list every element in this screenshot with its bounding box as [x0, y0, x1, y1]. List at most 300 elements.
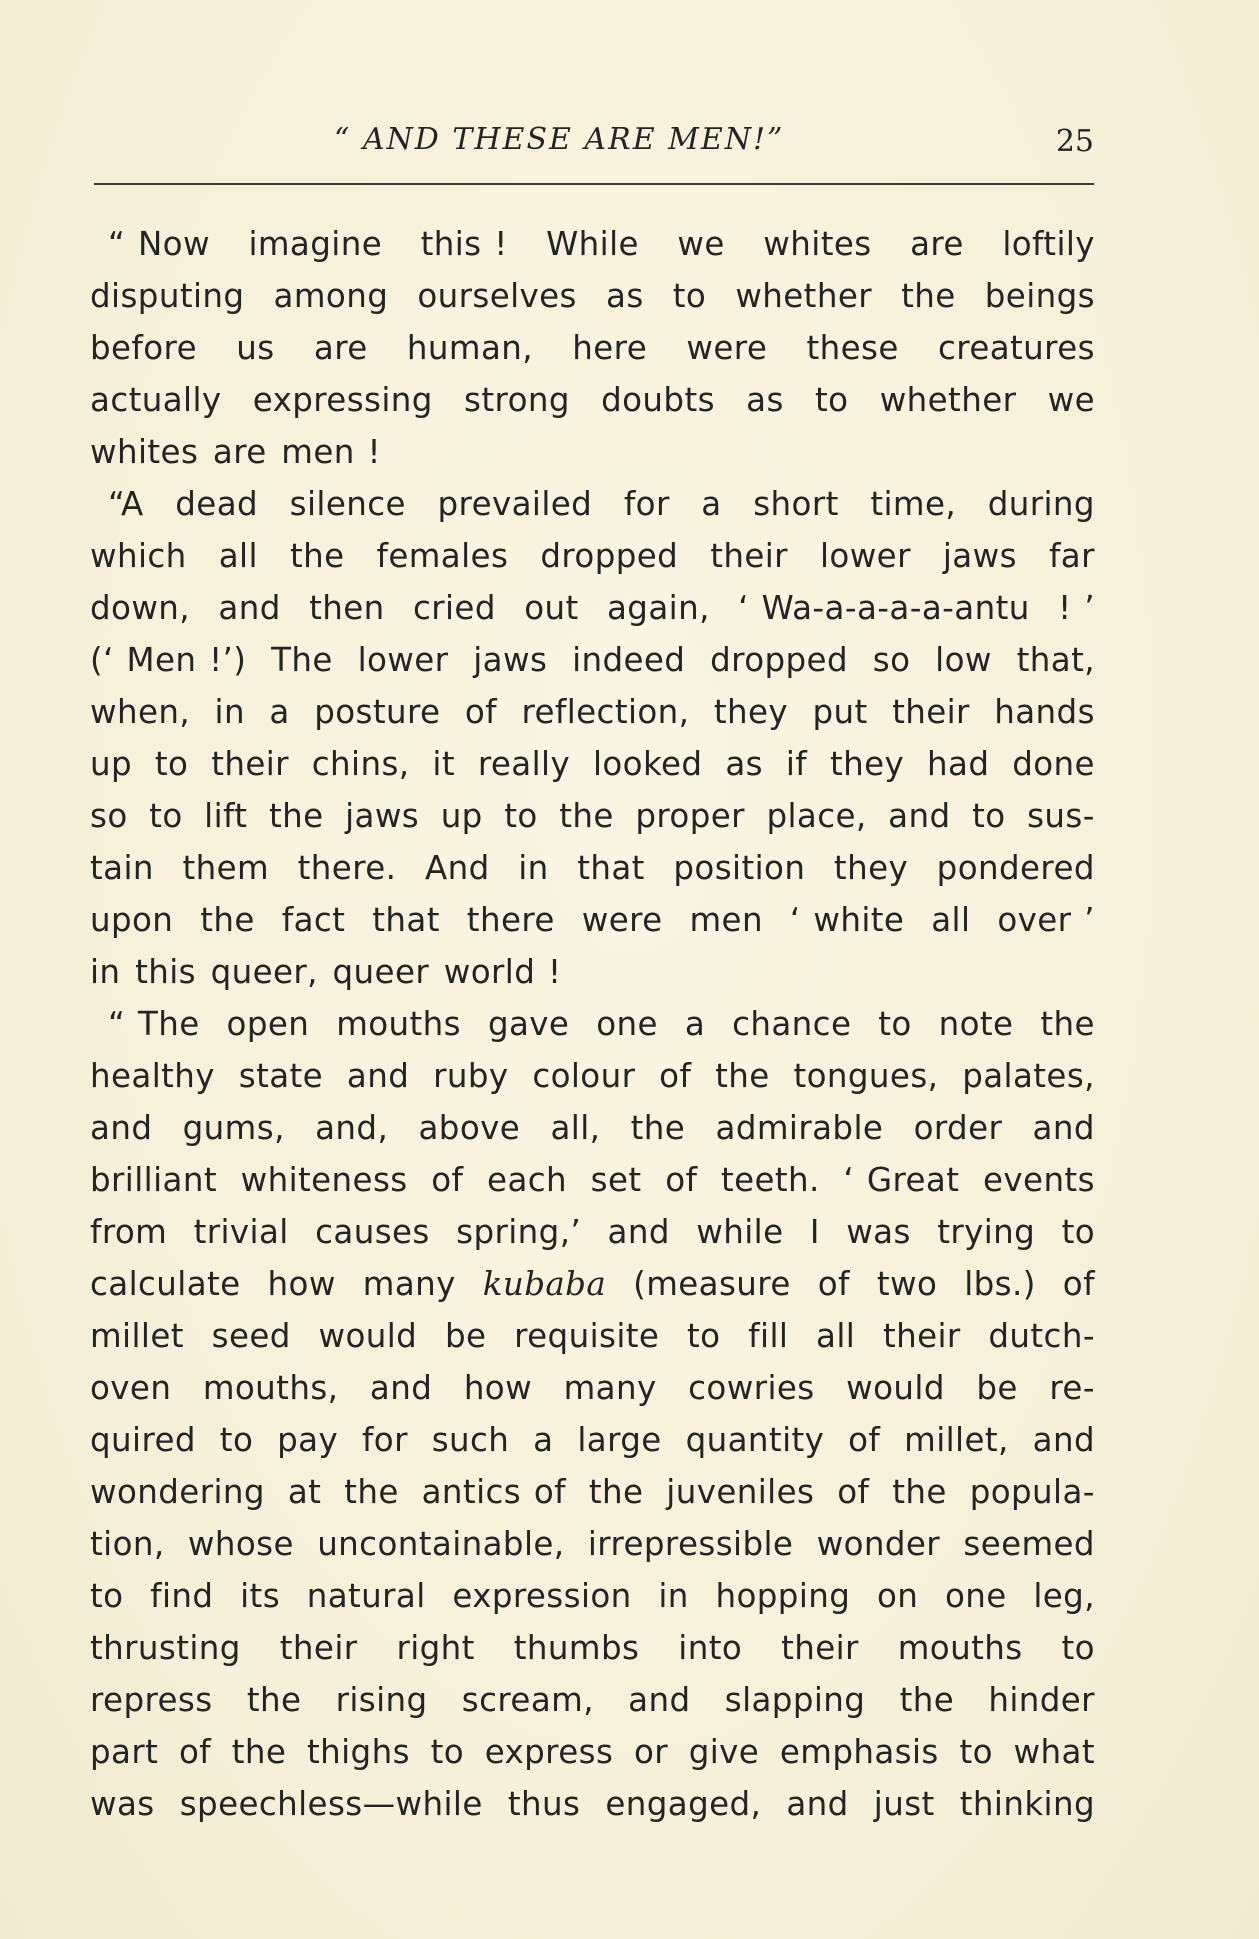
- word: men !: [281, 433, 381, 471]
- word: emphasis: [779, 1733, 939, 1771]
- word: “ The: [108, 1005, 200, 1043]
- word: it: [432, 745, 455, 783]
- word: seemed: [963, 1525, 1095, 1563]
- word: brilliant: [90, 1161, 217, 1199]
- word: part: [90, 1733, 159, 1771]
- word: wonder: [816, 1525, 941, 1563]
- word: was: [90, 1785, 155, 1823]
- word: of: [431, 1161, 464, 1199]
- text-line: [90, 1206, 1095, 1258]
- word: from: [90, 1213, 168, 1251]
- word: the: [246, 1681, 302, 1719]
- word: causes: [315, 1213, 430, 1251]
- word: ruby: [433, 1057, 509, 1095]
- word: millet,: [904, 1421, 1009, 1459]
- word: proper: [635, 797, 745, 835]
- word: of: [665, 1161, 698, 1199]
- word: are: [910, 225, 964, 263]
- word: and: [786, 1785, 849, 1823]
- italic-word: kubaba: [482, 1265, 607, 1303]
- word: all: [931, 901, 971, 939]
- word: if: [785, 745, 808, 783]
- word: (measure: [633, 1265, 791, 1303]
- word: upon: [90, 901, 174, 939]
- word: of: [837, 1473, 870, 1511]
- word: slapping: [724, 1681, 866, 1719]
- running-head-title: “ AND THESE ARE MEN!”: [334, 122, 785, 157]
- word: fact: [281, 901, 346, 939]
- word: the: [231, 1733, 287, 1771]
- word: fill: [748, 1317, 789, 1355]
- word: and: [888, 797, 951, 835]
- word: would: [318, 1317, 418, 1355]
- running-head: [94, 122, 1094, 162]
- text-line: [90, 218, 1095, 270]
- word: which: [90, 537, 187, 575]
- body-text: [90, 218, 1095, 1823]
- word: one: [944, 1577, 1007, 1615]
- word: so: [872, 641, 911, 679]
- word: before: [90, 329, 197, 367]
- text-line: [90, 426, 1095, 478]
- word: natural: [306, 1577, 426, 1615]
- text-line: [90, 634, 1095, 686]
- text-line: [90, 686, 1095, 738]
- word: repress: [90, 1681, 213, 1719]
- word: they: [713, 693, 789, 731]
- word: for: [361, 1421, 408, 1459]
- word: ourselves: [417, 277, 577, 315]
- word: short: [753, 485, 839, 523]
- word: cried: [412, 589, 496, 627]
- word: out: [524, 589, 579, 627]
- word: their: [781, 1629, 859, 1667]
- word: to: [154, 745, 189, 783]
- word: a: [269, 693, 290, 731]
- word: done: [1012, 745, 1095, 783]
- word: ‘ Great: [843, 1161, 960, 1199]
- word: teeth.: [720, 1161, 820, 1199]
- word: and: [218, 589, 281, 627]
- word: be: [976, 1369, 1018, 1407]
- word: one: [596, 1005, 658, 1043]
- word: loftily: [1002, 225, 1095, 263]
- word: The: [271, 641, 333, 679]
- word: low: [935, 641, 992, 679]
- word: order: [913, 1109, 1003, 1147]
- word: them: [182, 849, 270, 887]
- word: this !: [420, 225, 508, 263]
- word: two: [876, 1265, 938, 1303]
- word: its: [240, 1577, 281, 1615]
- text-line: [90, 530, 1095, 582]
- word: the: [630, 1109, 686, 1147]
- word: and: [90, 1109, 153, 1147]
- word: state: [238, 1057, 324, 1095]
- word: of: [178, 1733, 212, 1771]
- word: of: [659, 1057, 692, 1095]
- word: world !: [443, 953, 562, 991]
- word: at: [287, 1473, 322, 1511]
- word: a: [684, 1005, 706, 1043]
- word: as: [746, 381, 784, 419]
- text-line: [90, 1570, 1095, 1622]
- word: that: [372, 901, 440, 939]
- word: colour: [532, 1057, 636, 1095]
- word: in: [90, 953, 121, 991]
- word: requisite: [514, 1317, 660, 1355]
- word: for: [623, 485, 670, 523]
- word: hands: [994, 693, 1095, 731]
- word: cowries: [688, 1369, 815, 1407]
- word: of: [848, 1421, 881, 1459]
- word: mouths: [336, 1005, 462, 1043]
- word: find: [150, 1577, 214, 1615]
- word: their: [710, 537, 788, 575]
- word: were: [581, 901, 663, 939]
- word: ! ’: [1058, 589, 1095, 627]
- word: chins,: [311, 745, 410, 783]
- word: that: [577, 849, 645, 887]
- word: expression: [452, 1577, 632, 1615]
- word: admirable: [715, 1109, 884, 1147]
- word: millet: [90, 1317, 184, 1355]
- word: whites: [90, 433, 199, 471]
- word: the: [289, 537, 345, 575]
- word: as: [606, 277, 644, 315]
- text-line: [90, 1622, 1095, 1674]
- word: beings: [984, 277, 1095, 315]
- word: queer: [332, 953, 430, 991]
- word: engaged,: [605, 1785, 762, 1823]
- word: to: [972, 797, 1006, 835]
- word: tongues,: [793, 1057, 939, 1095]
- text-line: [90, 790, 1095, 842]
- word: set: [590, 1161, 642, 1199]
- word: up: [440, 797, 483, 835]
- word: thumbs: [513, 1629, 640, 1667]
- word: quantity: [685, 1421, 825, 1459]
- word: large: [577, 1421, 662, 1459]
- word: such: [431, 1421, 510, 1459]
- word: here: [572, 329, 648, 367]
- word: the: [200, 901, 255, 939]
- word: the: [268, 797, 324, 835]
- word: mouths,: [202, 1369, 339, 1407]
- word: ‘ Wa-a-a-a-a-antu: [738, 589, 1030, 627]
- word: While: [546, 225, 639, 263]
- word: the: [715, 1057, 770, 1095]
- text-line: [90, 1050, 1095, 1102]
- word: so: [90, 797, 128, 835]
- word: juveniles: [666, 1473, 815, 1511]
- word: and: [346, 1057, 410, 1095]
- word: actually: [90, 381, 222, 419]
- word: mouths: [897, 1629, 1023, 1667]
- word: to: [149, 797, 183, 835]
- word: and: [607, 1213, 670, 1251]
- word: prevailed: [437, 485, 593, 523]
- word: to: [815, 381, 849, 419]
- word: open: [226, 1005, 310, 1043]
- word: all: [218, 537, 258, 575]
- word: the: [344, 1473, 399, 1511]
- word: all: [816, 1317, 856, 1355]
- word: to: [504, 797, 538, 835]
- text-line: [90, 1362, 1095, 1414]
- word: to: [219, 1421, 254, 1459]
- word: the: [899, 1681, 955, 1719]
- word: are: [313, 329, 368, 367]
- word: of: [1062, 1265, 1095, 1303]
- word: “ Now: [108, 225, 210, 263]
- word: had: [927, 745, 990, 783]
- word: how: [463, 1369, 533, 1407]
- word: tain: [90, 849, 154, 887]
- word: the: [892, 1473, 947, 1511]
- word: rising: [335, 1681, 428, 1719]
- word: their: [211, 745, 289, 783]
- word: reflection,: [521, 693, 690, 731]
- word: a: [701, 485, 722, 523]
- word: was: [846, 1213, 911, 1251]
- word: really: [477, 745, 571, 783]
- word: dutch-: [988, 1317, 1095, 1355]
- word: again,: [606, 589, 710, 627]
- word: put: [812, 693, 868, 731]
- word: expressing: [252, 381, 433, 419]
- word: jaws: [345, 797, 420, 835]
- text-line: [90, 998, 1095, 1050]
- text-line: [90, 1674, 1095, 1726]
- word: lbs.): [964, 1265, 1036, 1303]
- word: calculate: [90, 1265, 241, 1303]
- word: in: [518, 849, 549, 887]
- word: over ’: [997, 901, 1095, 939]
- word: and: [628, 1681, 691, 1719]
- word: during: [987, 485, 1095, 523]
- text-line: [90, 1414, 1095, 1466]
- word: antics of: [421, 1473, 566, 1511]
- word: seed: [211, 1317, 291, 1355]
- word: whiteness: [240, 1161, 408, 1199]
- text-line: [90, 946, 1095, 998]
- word: the: [559, 797, 614, 835]
- word: hinder: [988, 1681, 1095, 1719]
- word: re-: [1049, 1369, 1095, 1407]
- word: up: [90, 745, 133, 783]
- word: chance: [732, 1005, 852, 1043]
- word: far: [1048, 537, 1095, 575]
- word: pondered: [936, 849, 1095, 887]
- text-line: [90, 1310, 1095, 1362]
- word: to: [672, 277, 707, 315]
- word: gave: [487, 1005, 570, 1043]
- header-rule: [94, 183, 1094, 185]
- word: looked: [592, 745, 703, 783]
- word: dropped: [710, 641, 848, 679]
- word: females: [376, 537, 509, 575]
- word: speechless—while: [179, 1785, 483, 1823]
- word: healthy: [90, 1057, 215, 1095]
- word: express: [484, 1733, 614, 1771]
- word: we: [677, 225, 725, 263]
- word: strong: [464, 381, 570, 419]
- word: leg,: [1033, 1577, 1095, 1615]
- word: the: [901, 277, 956, 315]
- word: we: [1047, 381, 1095, 419]
- text-line: [90, 738, 1095, 790]
- word: they: [833, 849, 909, 887]
- word: these: [806, 329, 899, 367]
- word: doubts: [601, 381, 715, 419]
- word: in: [658, 1577, 689, 1615]
- word: of: [817, 1265, 850, 1303]
- word: indeed: [572, 641, 686, 679]
- word: jaws: [942, 537, 1017, 575]
- word: there: [466, 901, 555, 939]
- text-line: [90, 322, 1095, 374]
- word: wondering: [90, 1473, 265, 1511]
- word: tion,: [90, 1525, 165, 1563]
- text-line: [90, 270, 1095, 322]
- word: “A: [108, 485, 144, 523]
- word: would: [846, 1369, 945, 1407]
- word: many: [362, 1265, 456, 1303]
- word: the: [1040, 1005, 1095, 1043]
- word: when,: [90, 693, 191, 731]
- word: to: [430, 1733, 465, 1771]
- word: what: [1013, 1733, 1095, 1771]
- word: were: [686, 329, 768, 367]
- word: to: [878, 1005, 912, 1043]
- word: imagine: [248, 225, 383, 263]
- word: queer,: [210, 953, 318, 991]
- word: lift: [204, 797, 248, 835]
- word: And: [424, 849, 490, 887]
- word: us: [236, 329, 275, 367]
- word: to: [90, 1577, 124, 1615]
- word: as: [725, 745, 763, 783]
- word: thighs: [306, 1733, 410, 1771]
- word: thinking: [959, 1785, 1095, 1823]
- text-line: [90, 1778, 1095, 1830]
- word: quired: [90, 1421, 196, 1459]
- word: to: [1061, 1213, 1095, 1251]
- word: and: [1032, 1109, 1095, 1147]
- word: position: [673, 849, 806, 887]
- word: in: [214, 693, 245, 731]
- page-number: 25: [1055, 124, 1094, 159]
- word: posture: [314, 693, 441, 731]
- text-line: [90, 374, 1095, 426]
- word: dead: [175, 485, 259, 523]
- text-line: [90, 842, 1095, 894]
- word: are: [212, 433, 267, 471]
- text-line: [90, 1258, 1095, 1310]
- word: all,: [550, 1109, 601, 1147]
- word: that,: [1016, 641, 1095, 679]
- word: uncontainable,: [317, 1525, 565, 1563]
- word: (‘ Men !’): [90, 641, 247, 679]
- word: then: [309, 589, 385, 627]
- word: the: [588, 1473, 644, 1511]
- word: human,: [406, 329, 534, 367]
- word: down,: [90, 589, 191, 627]
- word: into: [678, 1629, 743, 1667]
- text-line: [90, 1518, 1095, 1570]
- word: each: [487, 1161, 568, 1199]
- text-line: [90, 1154, 1095, 1206]
- word: give: [688, 1733, 760, 1771]
- word: a: [533, 1421, 554, 1459]
- word: gums,: [182, 1109, 285, 1147]
- word: to: [959, 1733, 993, 1771]
- word: jaws: [473, 641, 548, 679]
- word: their: [279, 1629, 358, 1667]
- word: among: [273, 277, 389, 315]
- word: ‘ white: [789, 901, 905, 939]
- word: or: [633, 1733, 669, 1771]
- word: spring,’: [456, 1213, 582, 1251]
- word: thrusting: [90, 1629, 241, 1667]
- word: just: [873, 1785, 935, 1823]
- word: trivial: [193, 1213, 289, 1251]
- word: silence: [289, 485, 406, 523]
- word: oven: [90, 1369, 172, 1407]
- word: they: [829, 745, 905, 783]
- word: men: [689, 901, 763, 939]
- word: events: [983, 1161, 1095, 1199]
- word: note: [938, 1005, 1014, 1043]
- word: on: [877, 1577, 919, 1615]
- word: this: [135, 953, 196, 991]
- word: disputing: [90, 277, 245, 315]
- word: dropped: [540, 537, 679, 575]
- word: trying: [937, 1213, 1036, 1251]
- word: how: [267, 1265, 336, 1303]
- text-line: [90, 478, 1095, 530]
- word: their: [882, 1317, 961, 1355]
- word: time,: [870, 485, 957, 523]
- word: whether: [879, 381, 1017, 419]
- word: hopping: [715, 1577, 851, 1615]
- word: above: [418, 1109, 521, 1147]
- word: place,: [766, 797, 867, 835]
- word: whether: [735, 277, 872, 315]
- word: to: [687, 1317, 721, 1355]
- word: pay: [277, 1421, 339, 1459]
- word: right: [396, 1629, 475, 1667]
- word: irrepressible: [587, 1525, 794, 1563]
- text-line: [90, 582, 1095, 634]
- text-line: [90, 1102, 1095, 1154]
- word: thus: [507, 1785, 581, 1823]
- word: and: [1032, 1421, 1095, 1459]
- word: while: [696, 1213, 784, 1251]
- word: be: [444, 1317, 487, 1355]
- word: and: [369, 1369, 433, 1407]
- word: palates,: [962, 1057, 1095, 1095]
- word: many: [563, 1369, 657, 1407]
- text-line: [90, 894, 1095, 946]
- text-line: [90, 1726, 1095, 1778]
- word: lower: [357, 641, 449, 679]
- text-line: [90, 1466, 1095, 1518]
- word: and,: [315, 1109, 389, 1147]
- word: whose: [187, 1525, 294, 1563]
- word: sus-: [1027, 797, 1095, 835]
